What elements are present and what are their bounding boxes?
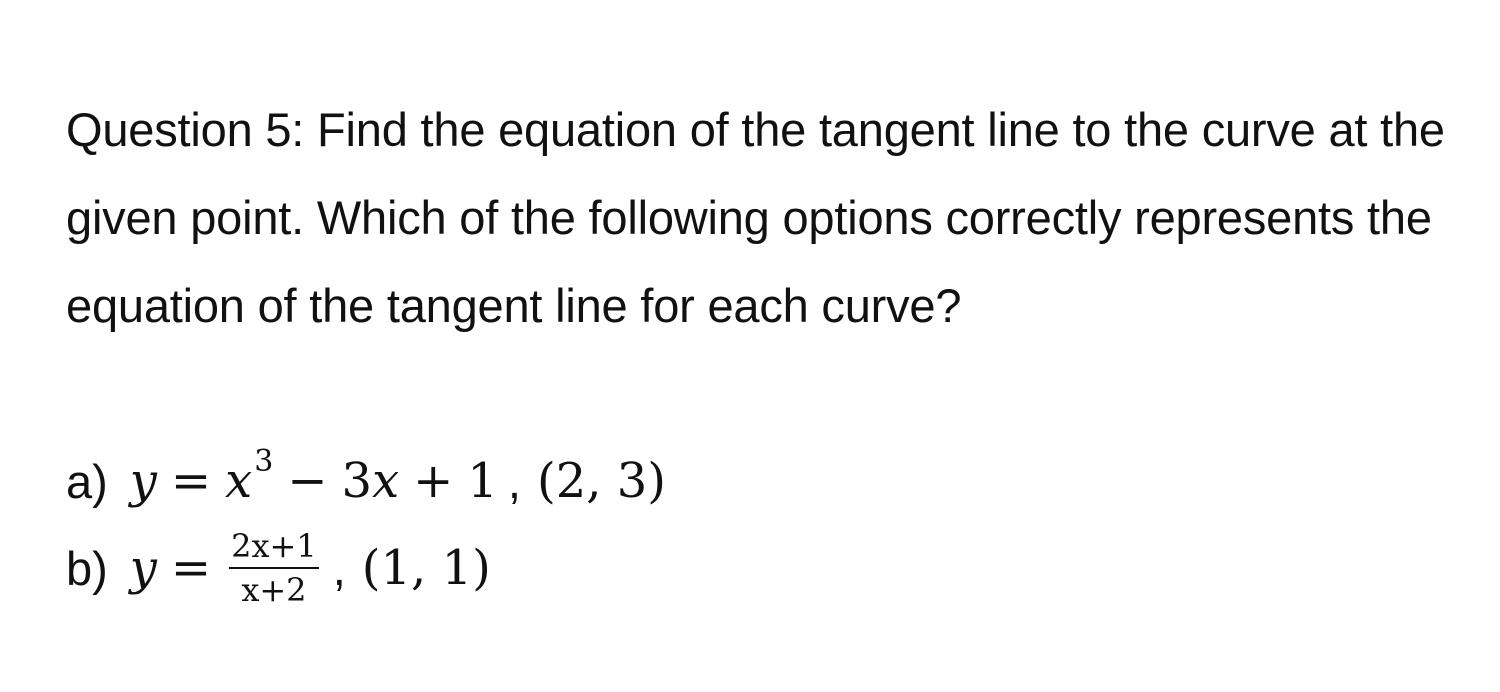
option-b	[66, 528, 491, 608]
option-b-label: b)	[66, 541, 108, 595]
option-b-lhs: y	[129, 540, 157, 596]
option-b-separator: ,	[332, 541, 346, 595]
option-a-label: a)	[66, 454, 108, 508]
option-a-x: x	[225, 453, 253, 509]
option-a-constant: 1	[467, 453, 498, 509]
option-b-numerator: 2x+1	[229, 528, 319, 569]
question-text: Question 5: Find the equation of the tangent line to the curve at the given point. Which of the following options correctly represents the equation of the tangent line for each curve?	[66, 103, 1445, 332]
option-a	[66, 443, 667, 516]
option-a-coef: 3	[341, 453, 373, 509]
option-b-equals: =	[170, 540, 212, 596]
option-a-equation	[129, 443, 498, 509]
option-b-point: (1, 1)	[361, 540, 491, 596]
option-b-equation	[130, 528, 323, 608]
option-a-coef-var: x	[372, 453, 400, 509]
option-a-point: (2, 3)	[536, 453, 667, 509]
option-a-plus: +	[413, 453, 454, 509]
option-b-denominator: x+2	[241, 571, 307, 609]
option-b-fraction	[229, 528, 319, 608]
option-a-exponent: 3	[254, 443, 274, 479]
option-a-minus: −	[287, 453, 328, 509]
option-a-lhs: y	[129, 453, 157, 509]
option-a-equals: =	[170, 453, 212, 509]
option-a-separator: ,	[507, 454, 521, 508]
